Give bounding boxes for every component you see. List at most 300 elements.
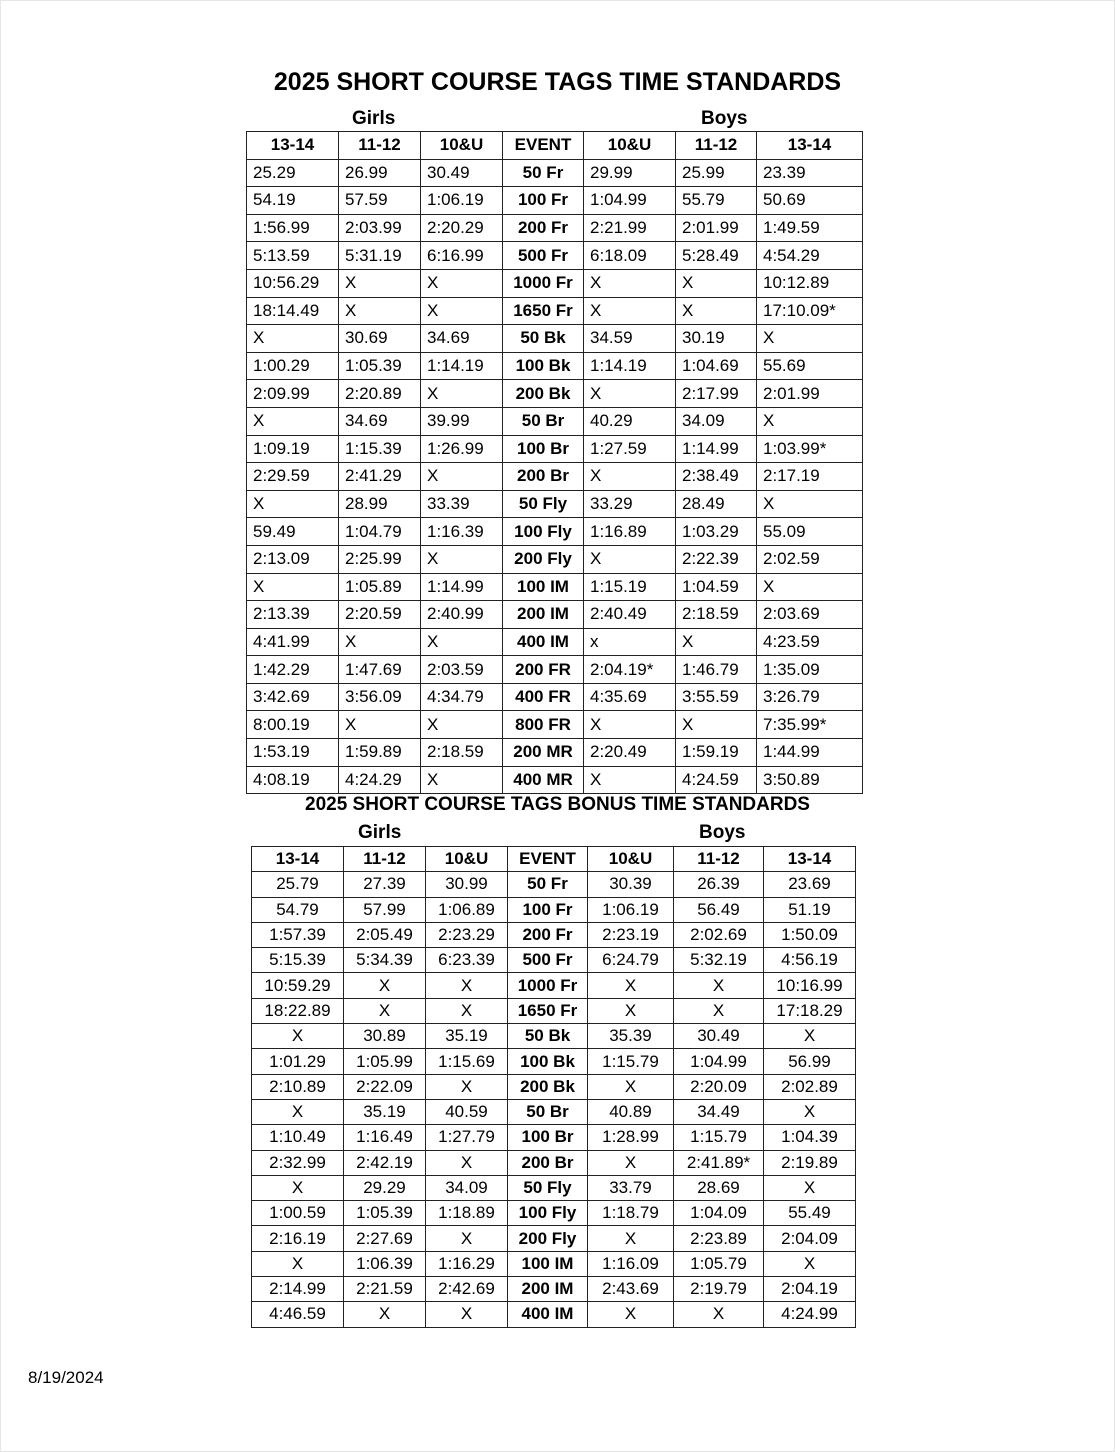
table-row: [247, 407, 863, 435]
table-row: [252, 1226, 856, 1251]
bonus-girls-label: Girls: [358, 822, 402, 843]
table-row: [247, 628, 863, 656]
time-cell: 5:28.49: [676, 242, 757, 270]
table-row: [247, 518, 863, 546]
time-cell: 2:23.89: [674, 1226, 764, 1251]
time-cell: 40.29: [584, 407, 676, 435]
table-row: [247, 187, 863, 215]
column-header: 10&U: [426, 847, 508, 872]
time-cell: 1:04.99: [674, 1049, 764, 1074]
time-cell: 2:41.29: [339, 463, 421, 491]
time-cell: 17:10.09*: [757, 297, 863, 325]
time-cell: 35.39: [588, 1024, 674, 1049]
time-cell: 30.39: [588, 872, 674, 897]
time-cell: 56.49: [674, 897, 764, 922]
column-header: 13-14: [247, 132, 339, 160]
table-row: [252, 1175, 856, 1200]
table-row: [247, 739, 863, 767]
time-cell: X: [584, 297, 676, 325]
event-cell: 200 Fr: [508, 922, 588, 947]
time-cell: 1:16.49: [344, 1125, 426, 1150]
time-cell: 10:56.29: [247, 269, 339, 297]
time-cell: 1:16.09: [588, 1251, 674, 1276]
time-cell: 2:27.69: [344, 1226, 426, 1251]
event-cell: 50 Br: [503, 407, 584, 435]
event-cell: 200 Br: [508, 1150, 588, 1175]
event-cell: 50 Fly: [503, 490, 584, 518]
time-cell: 2:22.39: [676, 545, 757, 573]
event-cell: 50 Fly: [508, 1175, 588, 1200]
time-cell: 1:26.99: [421, 435, 503, 463]
table-row: [252, 948, 856, 973]
time-cell: X: [764, 1024, 856, 1049]
time-cell: X: [757, 573, 863, 601]
time-cell: X: [757, 490, 863, 518]
time-cell: X: [421, 628, 503, 656]
header-row: [247, 132, 863, 160]
time-cell: 39.99: [421, 407, 503, 435]
time-cell: X: [247, 325, 339, 353]
time-cell: 29.29: [344, 1175, 426, 1200]
page-title: 2025 SHORT COURSE TAGS TIME STANDARDS: [273, 68, 842, 96]
time-cell: 1:06.89: [426, 897, 508, 922]
table-row: [252, 973, 856, 998]
time-cell: 1:04.59: [676, 573, 757, 601]
time-cell: 3:26.79: [757, 683, 863, 711]
event-cell: 500 Fr: [508, 948, 588, 973]
time-cell: 1:16.29: [426, 1251, 508, 1276]
event-cell: 400 FR: [503, 683, 584, 711]
time-cell: X: [584, 380, 676, 408]
time-cell: 40.89: [588, 1099, 674, 1124]
time-cell: 2:19.89: [764, 1150, 856, 1175]
time-cell: 1:03.29: [676, 518, 757, 546]
time-cell: 1:09.19: [247, 435, 339, 463]
time-cell: 17:18.29: [764, 998, 856, 1023]
time-cell: 1:04.69: [676, 352, 757, 380]
event-cell: 50 Bk: [508, 1024, 588, 1049]
time-cell: 23.69: [764, 872, 856, 897]
time-cell: 1:57.39: [252, 922, 344, 947]
time-cell: 2:41.89*: [674, 1150, 764, 1175]
time-cell: X: [764, 1099, 856, 1124]
time-cell: X: [674, 973, 764, 998]
time-cell: 30.49: [674, 1024, 764, 1049]
time-cell: 28.99: [339, 490, 421, 518]
time-cell: 10:16.99: [764, 973, 856, 998]
time-cell: X: [339, 711, 421, 739]
time-cell: 2:20.89: [339, 380, 421, 408]
time-cell: 3:56.09: [339, 683, 421, 711]
time-cell: 34.59: [584, 325, 676, 353]
time-cell: 3:50.89: [757, 766, 863, 794]
time-cell: X: [588, 1074, 674, 1099]
table-row: [252, 1074, 856, 1099]
time-cell: 1:05.39: [344, 1201, 426, 1226]
time-cell: 6:24.79: [588, 948, 674, 973]
time-cell: 1:59.19: [676, 739, 757, 767]
time-cell: 4:56.19: [764, 948, 856, 973]
time-cell: X: [252, 1099, 344, 1124]
time-cell: 57.59: [339, 187, 421, 215]
event-cell: 100 IM: [508, 1251, 588, 1276]
time-cell: 2:04.19*: [584, 656, 676, 684]
time-cell: X: [426, 1226, 508, 1251]
time-cell: 1:59.89: [339, 739, 421, 767]
time-cell: 1:15.69: [426, 1049, 508, 1074]
time-cell: X: [676, 628, 757, 656]
time-cell: 1:00.59: [252, 1201, 344, 1226]
time-cell: X: [421, 463, 503, 491]
column-header: 13-14: [757, 132, 863, 160]
boys-label: Boys: [701, 108, 748, 129]
time-cell: 34.09: [426, 1175, 508, 1200]
time-cell: 1:04.79: [339, 518, 421, 546]
event-cell: 200 IM: [503, 601, 584, 629]
time-cell: X: [584, 545, 676, 573]
event-cell: 100 Fly: [503, 518, 584, 546]
event-cell: 1650 Fr: [503, 297, 584, 325]
table-row: [252, 998, 856, 1023]
time-cell: 2:02.69: [674, 922, 764, 947]
time-cell: 1:05.89: [339, 573, 421, 601]
time-cell: 5:15.39: [252, 948, 344, 973]
time-cell: X: [252, 1175, 344, 1200]
time-cell: 1:03.99*: [757, 435, 863, 463]
column-header: 10&U: [584, 132, 676, 160]
time-cell: X: [252, 1251, 344, 1276]
time-cell: 4:41.99: [247, 628, 339, 656]
time-cell: 34.69: [339, 407, 421, 435]
time-cell: X: [676, 297, 757, 325]
time-cell: X: [584, 269, 676, 297]
column-header: 10&U: [588, 847, 674, 872]
time-cell: 8:00.19: [247, 711, 339, 739]
column-header: 11-12: [339, 132, 421, 160]
event-cell: 50 Bk: [503, 325, 584, 353]
table-row: [247, 380, 863, 408]
time-cell: 33.29: [584, 490, 676, 518]
time-cell: 2:05.49: [344, 922, 426, 947]
table-row: [252, 1024, 856, 1049]
time-cell: X: [426, 1150, 508, 1175]
time-cell: 1:53.19: [247, 739, 339, 767]
table-row: [252, 1049, 856, 1074]
time-cell: 28.69: [674, 1175, 764, 1200]
time-cell: X: [588, 998, 674, 1023]
time-cell: 50.69: [757, 187, 863, 215]
table-row: [247, 214, 863, 242]
event-cell: 100 Bk: [508, 1049, 588, 1074]
time-cell: 34.49: [674, 1099, 764, 1124]
column-header: 10&U: [421, 132, 503, 160]
time-cell: 2:10.89: [252, 1074, 344, 1099]
time-cell: 2:13.39: [247, 601, 339, 629]
time-cell: X: [588, 1302, 674, 1327]
time-cell: 7:35.99*: [757, 711, 863, 739]
event-cell: 100 Fr: [508, 897, 588, 922]
time-cell: 26.39: [674, 872, 764, 897]
table-row: [247, 463, 863, 491]
bonus-title: 2025 SHORT COURSE TAGS BONUS TIME STANDARDS: [305, 794, 810, 815]
event-cell: 400 IM: [503, 628, 584, 656]
table-row: [247, 352, 863, 380]
table-row: [247, 601, 863, 629]
time-cell: 2:16.19: [252, 1226, 344, 1251]
time-cell: 3:42.69: [247, 683, 339, 711]
time-cell: 2:23.19: [588, 922, 674, 947]
time-cell: X: [421, 297, 503, 325]
time-cell: X: [426, 1074, 508, 1099]
time-cell: 2:09.99: [247, 380, 339, 408]
time-cell: X: [588, 1226, 674, 1251]
time-cell: 5:13.59: [247, 242, 339, 270]
time-cell: 34.69: [421, 325, 503, 353]
time-cell: 23.39: [757, 159, 863, 187]
time-cell: 34.09: [676, 407, 757, 435]
time-cell: X: [339, 628, 421, 656]
time-cell: 57.99: [344, 897, 426, 922]
time-cell: 4:54.29: [757, 242, 863, 270]
table-row: [252, 1150, 856, 1175]
time-cell: 1:27.59: [584, 435, 676, 463]
time-cell: X: [344, 998, 426, 1023]
time-cell: 5:31.19: [339, 242, 421, 270]
time-cell: 4:35.69: [584, 683, 676, 711]
event-cell: 50 Fr: [503, 159, 584, 187]
time-cell: X: [344, 1302, 426, 1327]
time-cell: 54.79: [252, 897, 344, 922]
time-cell: 26.99: [339, 159, 421, 187]
event-cell: 200 FR: [503, 656, 584, 684]
event-cell: 400 IM: [508, 1302, 588, 1327]
time-cell: 2:42.19: [344, 1150, 426, 1175]
time-cell: 1:00.29: [247, 352, 339, 380]
time-cell: 2:01.99: [757, 380, 863, 408]
column-header: 11-12: [674, 847, 764, 872]
column-header: EVENT: [503, 132, 584, 160]
time-cell: 1:14.19: [421, 352, 503, 380]
time-cell: X: [421, 711, 503, 739]
column-header: 13-14: [252, 847, 344, 872]
time-cell: 4:24.99: [764, 1302, 856, 1327]
time-cell: X: [757, 325, 863, 353]
header-row: [252, 847, 856, 872]
time-cell: 51.19: [764, 897, 856, 922]
time-cell: 1:47.69: [339, 656, 421, 684]
time-cell: 6:16.99: [421, 242, 503, 270]
event-cell: 50 Br: [508, 1099, 588, 1124]
time-cell: 2:17.99: [676, 380, 757, 408]
event-cell: 1650 Fr: [508, 998, 588, 1023]
time-cell: 2:02.89: [764, 1074, 856, 1099]
event-cell: 100 Fr: [503, 187, 584, 215]
table-row: [247, 766, 863, 794]
time-cell: 2:29.59: [247, 463, 339, 491]
time-cell: 2:42.69: [426, 1277, 508, 1302]
time-cell: 1:06.39: [344, 1251, 426, 1276]
event-cell: 500 Fr: [503, 242, 584, 270]
table-row: [247, 269, 863, 297]
table-row: [252, 872, 856, 897]
time-cell: 1:28.99: [588, 1125, 674, 1150]
time-cell: 1:06.19: [421, 187, 503, 215]
time-cell: 1:16.39: [421, 518, 503, 546]
event-cell: 200 Br: [503, 463, 584, 491]
time-cell: 35.19: [344, 1099, 426, 1124]
event-cell: 200 Fly: [503, 545, 584, 573]
time-cell: 2:17.19: [757, 463, 863, 491]
time-cell: X: [676, 711, 757, 739]
time-cell: 4:24.29: [339, 766, 421, 794]
time-cell: 25.29: [247, 159, 339, 187]
time-cell: 1:49.59: [757, 214, 863, 242]
time-cell: 1:15.79: [588, 1049, 674, 1074]
time-cell: 4:46.59: [252, 1302, 344, 1327]
time-cell: 59.49: [247, 518, 339, 546]
time-cell: 1:56.99: [247, 214, 339, 242]
time-cell: 1:50.09: [764, 922, 856, 947]
time-cell: 33.39: [421, 490, 503, 518]
time-cell: 56.99: [764, 1049, 856, 1074]
time-cell: 4:08.19: [247, 766, 339, 794]
time-cell: 35.19: [426, 1024, 508, 1049]
time-cell: X: [588, 973, 674, 998]
column-header: 11-12: [676, 132, 757, 160]
time-cell: 55.09: [757, 518, 863, 546]
time-cell: 5:32.19: [674, 948, 764, 973]
time-cell: 10:12.89: [757, 269, 863, 297]
bonus-standards-table: [251, 846, 856, 1328]
event-cell: 50 Fr: [508, 872, 588, 897]
table-row: [252, 897, 856, 922]
time-cell: 2:40.49: [584, 601, 676, 629]
table-row: [252, 1302, 856, 1327]
table-row: [252, 1099, 856, 1124]
time-cell: 1:46.79: [676, 656, 757, 684]
time-cell: X: [588, 1150, 674, 1175]
time-cell: 2:13.09: [247, 545, 339, 573]
time-cell: 2:03.99: [339, 214, 421, 242]
time-cell: 40.59: [426, 1099, 508, 1124]
event-cell: 800 FR: [503, 711, 584, 739]
time-cell: X: [421, 269, 503, 297]
time-cell: 2:14.99: [252, 1277, 344, 1302]
time-cell: X: [584, 766, 676, 794]
time-cell: 6:23.39: [426, 948, 508, 973]
time-cell: X: [426, 973, 508, 998]
time-cell: 1:18.79: [588, 1201, 674, 1226]
time-cell: 2:43.69: [588, 1277, 674, 1302]
time-cell: 2:21.99: [584, 214, 676, 242]
time-cell: X: [339, 269, 421, 297]
time-cell: 1:16.89: [584, 518, 676, 546]
event-cell: 200 IM: [508, 1277, 588, 1302]
time-cell: 55.49: [764, 1201, 856, 1226]
time-cell: X: [344, 973, 426, 998]
time-cell: 2:32.99: [252, 1150, 344, 1175]
time-cell: X: [674, 998, 764, 1023]
event-cell: 100 Br: [508, 1125, 588, 1150]
time-cell: 2:02.59: [757, 545, 863, 573]
time-cell: X: [421, 380, 503, 408]
time-cell: X: [339, 297, 421, 325]
time-cell: 33.79: [588, 1175, 674, 1200]
table-row: [252, 1125, 856, 1150]
event-cell: 200 Fly: [508, 1226, 588, 1251]
time-cell: 2:19.79: [674, 1277, 764, 1302]
time-cell: 30.19: [676, 325, 757, 353]
time-cell: 2:04.09: [764, 1226, 856, 1251]
event-cell: 100 IM: [503, 573, 584, 601]
table-row: [252, 922, 856, 947]
time-cell: 1:27.79: [426, 1125, 508, 1150]
time-cell: 1:15.79: [674, 1125, 764, 1150]
event-cell: 400 MR: [503, 766, 584, 794]
time-cell: 1:05.79: [674, 1251, 764, 1276]
time-cell: 4:23.59: [757, 628, 863, 656]
time-cell: 18:14.49: [247, 297, 339, 325]
time-cell: 1:44.99: [757, 739, 863, 767]
time-cell: 2:20.09: [674, 1074, 764, 1099]
event-cell: 100 Br: [503, 435, 584, 463]
time-cell: 4:24.59: [676, 766, 757, 794]
table-row: [247, 242, 863, 270]
time-cell: 55.79: [676, 187, 757, 215]
time-cell: 29.99: [584, 159, 676, 187]
time-cell: 28.49: [676, 490, 757, 518]
table-row: [252, 1251, 856, 1276]
time-cell: 1:35.09: [757, 656, 863, 684]
time-cell: 1:01.29: [252, 1049, 344, 1074]
time-cell: 1:04.99: [584, 187, 676, 215]
event-cell: 1000 Fr: [508, 973, 588, 998]
time-cell: 30.69: [339, 325, 421, 353]
time-cell: X: [764, 1175, 856, 1200]
time-cell: X: [421, 766, 503, 794]
event-cell: 200 Bk: [508, 1074, 588, 1099]
time-cell: 1:15.39: [339, 435, 421, 463]
time-cell: 4:34.79: [421, 683, 503, 711]
time-cell: X: [247, 490, 339, 518]
time-cell: 2:03.59: [421, 656, 503, 684]
table-row: [247, 297, 863, 325]
time-cell: x: [584, 628, 676, 656]
table-row: [247, 159, 863, 187]
table-row: [247, 683, 863, 711]
time-cell: 30.99: [426, 872, 508, 897]
table-row: [247, 325, 863, 353]
time-cell: 1:14.19: [584, 352, 676, 380]
column-header: EVENT: [508, 847, 588, 872]
time-cell: 27.39: [344, 872, 426, 897]
time-cell: X: [584, 463, 676, 491]
time-cell: 2:20.49: [584, 739, 676, 767]
table-row: [252, 1201, 856, 1226]
time-cell: 2:01.99: [676, 214, 757, 242]
time-cell: 1:06.19: [588, 897, 674, 922]
table-row: [247, 545, 863, 573]
time-cell: 2:20.29: [421, 214, 503, 242]
time-cell: X: [426, 998, 508, 1023]
time-cell: X: [252, 1024, 344, 1049]
time-cell: X: [247, 573, 339, 601]
time-cell: 1:14.99: [421, 573, 503, 601]
time-cell: X: [426, 1302, 508, 1327]
event-cell: 100 Fly: [508, 1201, 588, 1226]
time-cell: 2:20.59: [339, 601, 421, 629]
time-cell: 2:40.99: [421, 601, 503, 629]
